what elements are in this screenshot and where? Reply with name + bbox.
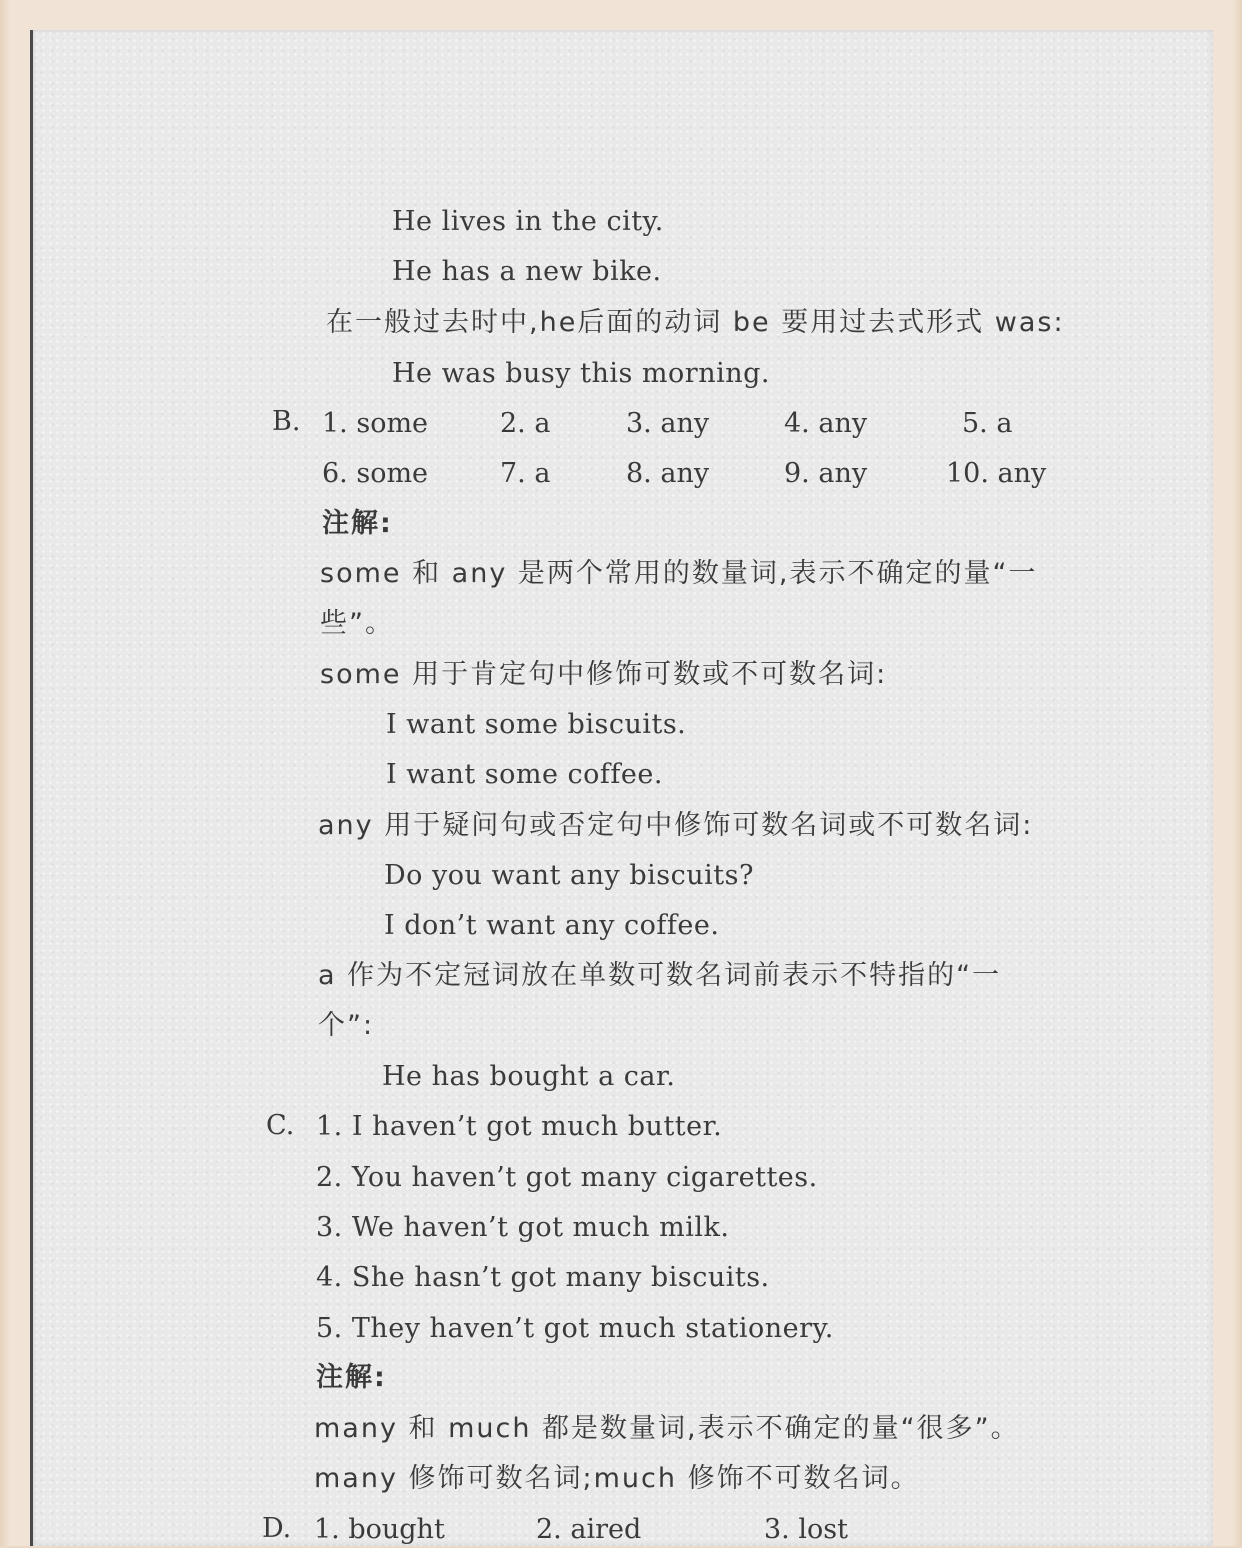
a-rule-line1: a 作为不定冠词放在单数可数名词前表示不特指的“一 bbox=[318, 960, 1002, 991]
note-c-line1: many 和 much 都是数量词,表示不确定的量“很多”。 bbox=[314, 1413, 1020, 1444]
a-rule-line2: 个”: bbox=[318, 1010, 375, 1041]
answer-b-6: 6. some bbox=[322, 458, 429, 489]
answer-b-7: 7. a bbox=[500, 458, 551, 489]
answer-b-3: 3. any bbox=[626, 408, 710, 439]
answer-b-2: 2. a bbox=[500, 408, 551, 439]
answer-b-8: 8. any bbox=[626, 458, 710, 489]
some-rule: some 用于肯定句中修饰可数或不可数名词: bbox=[320, 659, 888, 690]
answer-b-1: 1. some bbox=[322, 408, 429, 439]
any-rule: any 用于疑问句或否定句中修饰可数名词或不可数名词: bbox=[318, 810, 1034, 841]
example-any-biscuits: Do you want any biscuits? bbox=[384, 860, 754, 891]
answer-c-5: 5. They haven’t got much stationery. bbox=[316, 1313, 834, 1344]
section-b-label: B. bbox=[272, 406, 301, 437]
answer-c-2: 2. You haven’t got many cigarettes. bbox=[316, 1162, 818, 1193]
example-was-busy: He was busy this morning. bbox=[392, 358, 770, 389]
example-new-bike: He has a new bike. bbox=[392, 256, 662, 287]
answer-d-1: 1. bought bbox=[314, 1514, 445, 1545]
section-d-label: D. bbox=[262, 1513, 292, 1544]
note-heading-c: 注解: bbox=[316, 1362, 387, 1393]
answer-b-4: 4. any bbox=[784, 408, 868, 439]
section-c-label: C. bbox=[266, 1110, 295, 1141]
note-b-line1: some 和 any 是两个常用的数量词,表示不确定的量“一 bbox=[320, 558, 1038, 589]
example-bought-car: He has bought a car. bbox=[382, 1061, 676, 1092]
example-any-coffee: I don’t want any coffee. bbox=[384, 910, 720, 941]
answer-c-1: 1. I haven’t got much butter. bbox=[316, 1111, 723, 1142]
example-lives-city: He lives in the city. bbox=[392, 206, 664, 237]
example-some-biscuits: I want some biscuits. bbox=[386, 709, 687, 740]
answer-b-10: 10. any bbox=[946, 458, 1047, 489]
answer-d-3: 3. lost bbox=[764, 1514, 848, 1545]
example-some-coffee: I want some coffee. bbox=[386, 759, 663, 790]
answer-c-3: 3. We haven’t got much milk. bbox=[316, 1212, 730, 1243]
note-c-line2: many 修饰可数名词;much 修饰不可数名词。 bbox=[314, 1463, 920, 1494]
past-tense-note: 在一般过去时中,he后面的动词 be 要用过去式形式 was: bbox=[326, 307, 1065, 338]
answer-b-5: 5. a bbox=[962, 408, 1013, 439]
answer-d-2: 2. aired bbox=[536, 1514, 642, 1545]
answer-b-9: 9. any bbox=[784, 458, 868, 489]
answer-c-4: 4. She hasn’t got many biscuits. bbox=[316, 1262, 770, 1293]
note-b-line2: 些”。 bbox=[320, 608, 394, 639]
note-heading-b: 注解: bbox=[322, 508, 393, 539]
